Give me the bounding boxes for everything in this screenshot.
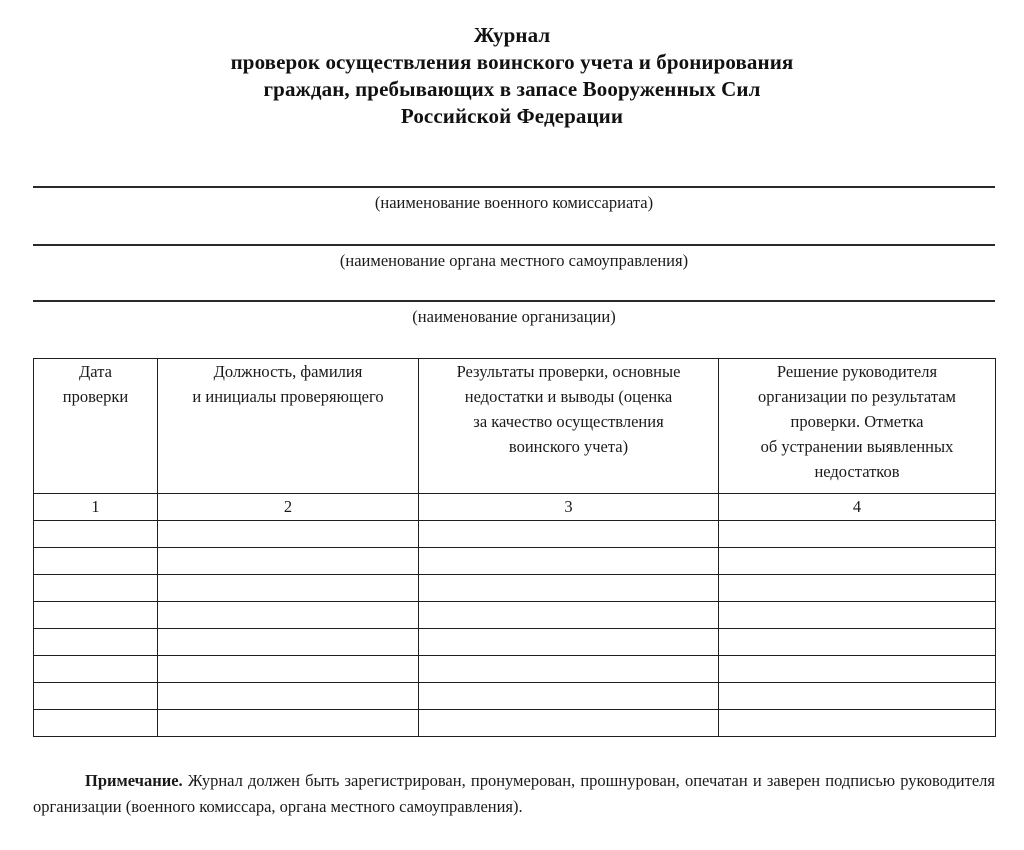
table-cell-empty[interactable] bbox=[34, 548, 158, 575]
table-cell-empty[interactable] bbox=[719, 548, 996, 575]
table-cell-empty[interactable] bbox=[419, 629, 719, 656]
column-header-inspection-date bbox=[34, 359, 158, 494]
table-cell-empty[interactable] bbox=[34, 656, 158, 683]
table-cell-empty[interactable] bbox=[158, 710, 419, 737]
header-text-line: Результаты проверки, основные bbox=[456, 362, 681, 381]
note-label: Примечание. bbox=[85, 771, 183, 790]
table-row[interactable] bbox=[34, 575, 996, 602]
header-text-line: недостатки и выводы (оценка bbox=[464, 387, 673, 406]
table-cell-empty[interactable] bbox=[719, 710, 996, 737]
table-row[interactable] bbox=[34, 710, 996, 737]
table-row[interactable] bbox=[34, 683, 996, 710]
table-row[interactable] bbox=[34, 602, 996, 629]
field-caption-organization: (наименование организации) bbox=[412, 307, 616, 326]
table-header-row bbox=[34, 359, 996, 494]
table-cell-empty[interactable] bbox=[419, 548, 719, 575]
table-row[interactable] bbox=[34, 521, 996, 548]
table-row[interactable] bbox=[34, 548, 996, 575]
table-cell-empty[interactable] bbox=[158, 548, 419, 575]
header-text-line: и инициалы проверяющего bbox=[192, 387, 384, 406]
inspection-log-table bbox=[33, 358, 996, 737]
table-cell-empty[interactable] bbox=[34, 683, 158, 710]
field-organization bbox=[33, 300, 995, 328]
table-cell-empty[interactable] bbox=[158, 629, 419, 656]
title-line-2: проверок осуществления воинского учета и бронирования bbox=[230, 50, 794, 74]
table-column-number-row bbox=[34, 494, 996, 521]
table-cell-empty[interactable] bbox=[719, 656, 996, 683]
header-text-line: воинского учета) bbox=[508, 437, 629, 456]
note-text: Журнал должен быть зарегистрирован, пронумерован, прошнурован, опечатан и заверен подписью руководителя организации (военного комиссара, органа местного самоуправления). bbox=[33, 771, 995, 816]
header-text-line: недостатков bbox=[814, 462, 900, 481]
table-cell-empty[interactable] bbox=[158, 656, 419, 683]
title-line-3: граждан, пребывающих в запасе Вооруженных Сил bbox=[263, 77, 761, 101]
column-number-1: 1 bbox=[34, 494, 158, 521]
header-text-line: об устранении выявленных bbox=[760, 437, 954, 456]
title-line-4: Российской Федерации bbox=[400, 104, 624, 128]
fill-in-fields bbox=[33, 186, 995, 328]
table-cell-empty[interactable] bbox=[34, 710, 158, 737]
column-number-2: 2 bbox=[158, 494, 419, 521]
table-cell-empty[interactable] bbox=[158, 521, 419, 548]
table-cell-empty[interactable] bbox=[34, 629, 158, 656]
column-header-decision bbox=[719, 359, 996, 494]
table-cell-empty[interactable] bbox=[719, 683, 996, 710]
table-cell-empty[interactable] bbox=[419, 683, 719, 710]
table-cell-empty[interactable] bbox=[719, 575, 996, 602]
field-military-commissariat bbox=[33, 186, 995, 214]
header-text-line: Решение руководителя bbox=[776, 362, 938, 381]
field-local-government bbox=[33, 244, 995, 272]
field-spacer bbox=[33, 214, 995, 244]
footer-note bbox=[33, 768, 995, 820]
title-line-1: Журнал bbox=[473, 23, 551, 47]
column-number-4: 4 bbox=[719, 494, 996, 521]
document-title bbox=[0, 22, 1024, 130]
table-cell-empty[interactable] bbox=[419, 521, 719, 548]
table-cell-empty[interactable] bbox=[419, 602, 719, 629]
table-cell-empty[interactable] bbox=[419, 575, 719, 602]
header-text-line: организации по результатам bbox=[758, 387, 956, 406]
table-body bbox=[34, 521, 996, 737]
header-text-line: за качество осуществления bbox=[473, 412, 664, 431]
table-cell-empty[interactable] bbox=[158, 683, 419, 710]
column-header-inspector bbox=[158, 359, 419, 494]
table-cell-empty[interactable] bbox=[719, 521, 996, 548]
header-text-line: проверки bbox=[62, 387, 129, 406]
header-text-line: проверки. Отметка bbox=[790, 412, 924, 431]
table-cell-empty[interactable] bbox=[34, 575, 158, 602]
header-text-line: Должность, фамилия bbox=[213, 362, 363, 381]
table-cell-empty[interactable] bbox=[34, 521, 158, 548]
table-cell-empty[interactable] bbox=[719, 629, 996, 656]
table-cell-empty[interactable] bbox=[719, 602, 996, 629]
table-row[interactable] bbox=[34, 629, 996, 656]
header-text-line: Дата bbox=[79, 362, 112, 381]
column-number-3: 3 bbox=[419, 494, 719, 521]
table-cell-empty[interactable] bbox=[158, 602, 419, 629]
table-cell-empty[interactable] bbox=[158, 575, 419, 602]
table-row[interactable] bbox=[34, 656, 996, 683]
table-cell-empty[interactable] bbox=[419, 710, 719, 737]
field-spacer bbox=[33, 272, 995, 300]
column-header-results bbox=[419, 359, 719, 494]
table-cell-empty[interactable] bbox=[34, 602, 158, 629]
field-caption-local-government: (наименование органа местного самоуправления) bbox=[339, 251, 689, 270]
field-caption-military-commissariat: (наименование военного комиссариата) bbox=[374, 193, 654, 212]
table-cell-empty[interactable] bbox=[419, 656, 719, 683]
